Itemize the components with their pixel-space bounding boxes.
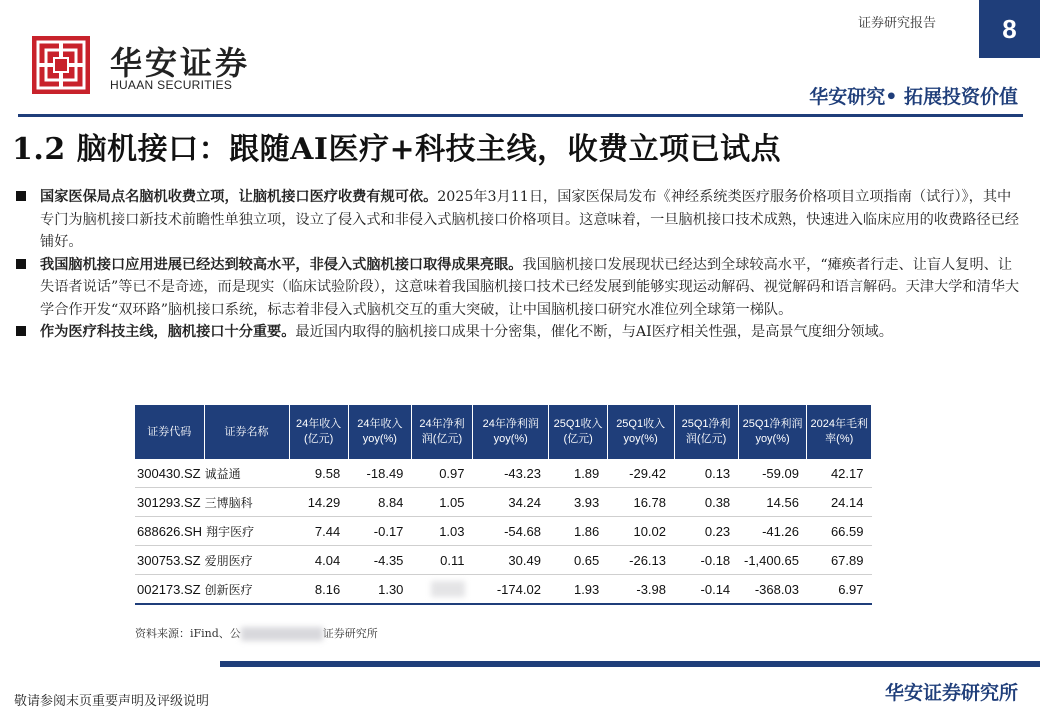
bullet-lead: 我国脑机接口应用进展已经达到较高水平，非侵入式脑机接口取得成果亮眼。 — [40, 256, 523, 273]
cell-np25q1-yoy: -41.26 — [738, 517, 807, 546]
header-slogan: 华安研究• 拓展投资价值 — [809, 86, 1018, 108]
cell-rev25q1: 1.93 — [549, 575, 607, 605]
security-code: 300753.SZ — [137, 552, 201, 568]
col-header-rev24: 24年收入(亿元) — [289, 405, 348, 459]
security-code: 688626.SH — [137, 523, 203, 539]
cell-rev25q1: 0.65 — [549, 546, 607, 575]
cell-rev24-yoy: -0.17 — [348, 517, 411, 546]
logo-chinese-name: 华安证券 — [110, 44, 251, 82]
bullet-text: 最近国内取得的脑机接口成果十分密集，催化不断，与AI医疗相关性强，是高景气度细分领域。 — [295, 324, 893, 340]
security-name: 三博脑科 — [204, 495, 253, 510]
col-header-np25q1-yoy: 25Q1净利润yoy(%) — [738, 405, 807, 459]
table-row — [135, 459, 872, 488]
cell-rev24: 14.29 — [289, 488, 348, 517]
security-cell — [135, 488, 289, 517]
bullet-item — [14, 321, 1024, 344]
cell-rev24-yoy: 1.30 — [348, 575, 411, 605]
source-note — [135, 625, 378, 641]
cell-rev25q1-yoy: -29.42 — [607, 459, 674, 488]
cell-np25q1: -0.18 — [674, 546, 738, 575]
security-code: 002173.SZ — [137, 581, 201, 597]
col-header-rev24-yoy: 24年收入yoy(%) — [348, 405, 411, 459]
logo-english-name: HUAAN SECURITIES — [110, 78, 233, 92]
cell-gm24: 66.59 — [807, 517, 872, 546]
security-name: 爱朋医疗 — [204, 553, 253, 568]
header-divider — [18, 114, 1023, 117]
security-name: 翔宇医疗 — [206, 524, 255, 539]
cell-rev24: 9.58 — [289, 459, 348, 488]
cell-np24-yoy: 30.49 — [473, 546, 549, 575]
bullet-item — [14, 186, 1024, 254]
cell-rev24: 4.04 — [289, 546, 348, 575]
huaan-logo-icon — [32, 36, 90, 94]
cell-rev25q1: 1.89 — [549, 459, 607, 488]
security-cell — [135, 517, 289, 546]
col-header-np24: 24年净利润(亿元) — [411, 405, 472, 459]
security-cell — [135, 459, 289, 488]
cell-np24: 1.05 — [411, 488, 472, 517]
col-header-code: 证券代码 — [135, 405, 204, 459]
cell-np25q1-yoy: -1,400.65 — [738, 546, 807, 575]
security-code: 300430.SZ — [137, 465, 201, 481]
table-row — [135, 575, 872, 605]
cell-gm24: 42.17 — [807, 459, 872, 488]
col-header-name: 证券名称 — [204, 405, 289, 459]
col-header-rev25q1-yoy: 25Q1收入yoy(%) — [607, 405, 674, 459]
financial-table — [135, 405, 872, 605]
report-type-label: 证券研究报告 — [858, 16, 937, 31]
page-number: 8 — [979, 0, 1040, 58]
bullet-list — [14, 186, 1024, 344]
cell-np24-yoy: -43.23 — [473, 459, 549, 488]
cell-rev25q1-yoy: 10.02 — [607, 517, 674, 546]
footer-brand: 华安证券研究所 — [884, 682, 1018, 704]
security-name: 创新医疗 — [204, 582, 253, 597]
cell-np24 — [411, 575, 472, 605]
page-title: 1.2 脑机接口：跟随AI医疗+科技主线，收费立项已试点 — [12, 132, 782, 167]
bullet-text: 2025年3月11日，国家医保局发布《神经系统类医疗服务价格项目立项指南（试行）》，其中专门为脑机接口新技术前瞻性单独立项，设立了侵入式和非侵入式脑机接口价格项目。这意味着，一旦脑机接口技术成熟，快速进入临床应用的收费路径已经铺好。 — [40, 189, 1019, 250]
cell-np25q1: 0.23 — [674, 517, 738, 546]
cell-np25q1-yoy: -368.03 — [738, 575, 807, 605]
table-header-row — [135, 405, 872, 459]
source-prefix: 资料来源：iFind、公 — [135, 627, 241, 640]
col-header-gm24: 2024年毛利率(%) — [807, 405, 872, 459]
security-cell — [135, 546, 289, 575]
cell-rev25q1: 3.93 — [549, 488, 607, 517]
cell-rev25q1-yoy: 16.78 — [607, 488, 674, 517]
cell-rev25q1-yoy: -26.13 — [607, 546, 674, 575]
cell-rev24: 8.16 — [289, 575, 348, 605]
cell-gm24: 67.89 — [807, 546, 872, 575]
cell-np25q1: 0.13 — [674, 459, 738, 488]
cell-np24-yoy: -174.02 — [473, 575, 549, 605]
bullet-item — [14, 254, 1024, 322]
col-header-np25q1: 25Q1净利润(亿元) — [674, 405, 738, 459]
security-name: 诚益通 — [204, 466, 241, 481]
cell-np24: 0.11 — [411, 546, 472, 575]
bullet-lead: 作为医疗科技主线，脑机接口十分重要。 — [40, 324, 296, 340]
cell-np25q1-yoy: -59.09 — [738, 459, 807, 488]
cell-np25q1-yoy: 14.56 — [738, 488, 807, 517]
cell-gm24: 24.14 — [807, 488, 872, 517]
table-row — [135, 517, 872, 546]
footer-divider — [220, 661, 1040, 667]
security-cell — [135, 575, 289, 605]
footer-disclaimer: 敬请参阅末页重要声明及评级说明 — [14, 694, 210, 709]
cell-rev24-yoy: -4.35 — [348, 546, 411, 575]
source-suffix: 证券研究所 — [322, 627, 378, 640]
cell-rev25q1: 1.86 — [549, 517, 607, 546]
cell-gm24: 6.97 — [807, 575, 872, 605]
table-row — [135, 488, 872, 517]
cell-np24-yoy: -54.68 — [473, 517, 549, 546]
cell-np24-yoy: 34.24 — [473, 488, 549, 517]
col-header-rev25q1: 25Q1收入(亿元) — [549, 405, 607, 459]
cell-np25q1: 0.38 — [674, 488, 738, 517]
bullet-text: 我国脑机接口发展现状已经达到全球较高水平，“瘫痪者行走、让盲人复明、让失语者说话”等已不是奇迹，而是现实（临床试验阶段），这意味着我国脑机接口技术已经发展到能够实现运动解码、视觉解码和语言解码。天津大学和清华大学合作开发“双环路”脑机接口系统，标志着非侵入式脑机交互的重大突破，让中国脑机接口研究水准位列全球第一梯队。 — [40, 256, 1020, 318]
cell-np24: 1.03 — [411, 517, 472, 546]
blurred-region — [241, 627, 323, 641]
blurred-cell — [431, 581, 465, 597]
cell-rev25q1-yoy: -3.98 — [607, 575, 674, 605]
cell-np24: 0.97 — [411, 459, 472, 488]
table-row — [135, 546, 872, 575]
cell-rev24-yoy: 8.84 — [348, 488, 411, 517]
cell-rev24-yoy: -18.49 — [348, 459, 411, 488]
security-code: 301293.SZ — [137, 494, 201, 510]
bullet-lead: 国家医保局点名脑机收费立项，让脑机接口医疗收费有规可依。 — [40, 189, 438, 205]
col-header-np24-yoy: 24年净利润yoy(%) — [473, 405, 549, 459]
cell-np25q1: -0.14 — [674, 575, 738, 605]
cell-rev24: 7.44 — [289, 517, 348, 546]
